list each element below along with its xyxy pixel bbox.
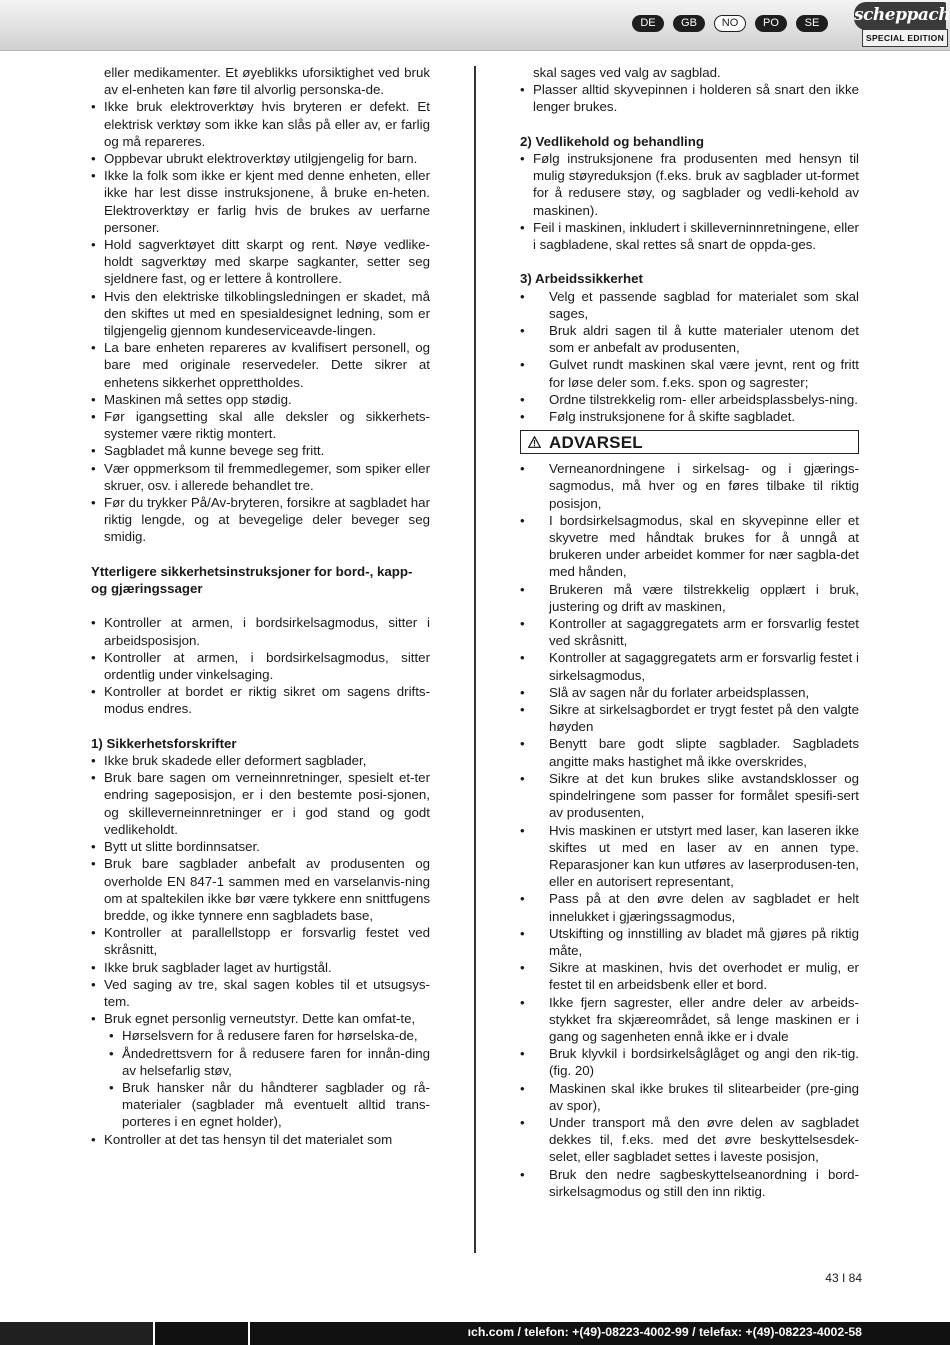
list-item: • Kontroller at sagaggregatets arm er forsvarlig festet i sirkelsagmodus, [520, 649, 859, 683]
list-item: • Bruk bare sagen om verneinnretninger, spesielt et-ter endring sageposisjon, er i den bestemte posi-sjonen, og skilleverneinnretninger er i god stand og godt vedlikeholdt. [91, 769, 430, 838]
list-item: • Sikre at maskinen, hvis det overhodet er mulig, er festet til en arbeidsbenk eller et bord. [520, 959, 859, 993]
header-bar [0, 0, 950, 51]
work-safety-list [520, 288, 859, 426]
list-item: • Vær oppmerksom til fremmedlegemer, som spiker eller skruer, osv. i allerede behandlet tre. [91, 460, 430, 494]
list-item: • Slå av sagen når du forlater arbeidsplassen, [520, 684, 859, 701]
warning-label: ADVARSEL [549, 432, 643, 452]
brand-logo [854, 2, 950, 46]
list-item: • Kontroller at sagaggregatets arm er forsvarlig festet ved skråsnitt, [520, 615, 859, 649]
list-item: • Ikke bruk elektroverktøy hvis bryteren er defekt. Et elektrisk verktøy som ikke kan slås på eller av, er farlig og må repareres. [91, 98, 430, 150]
lang-no[interactable]: NO [714, 15, 746, 32]
list-item: • La bare enheten repareres av kvalifisert personell, og bare med originale reservedeler. Dette sikrer at enhetens sikkerhet opprettholdes. [91, 339, 430, 391]
list-item: • Ikke fjern sagrester, eller andre deler av arbeids-stykket fra skjæreområdet, så lenge maskinen er i gang og sagenheten ennå ikke er i dvale [520, 994, 859, 1046]
footer-bar [0, 1322, 950, 1345]
list-item: • Hvis maskinen er utstyrt med laser, kan laseren ikke skiftes ut med en laser av en annen type. Reparasjoner kan kun utføres av laserprodusen-ten, eller en autorisert representant, [520, 822, 859, 891]
list-item: • Brukeren må være tilstrekkelig opplært i bruk, justering og drift av maskinen, [520, 581, 859, 615]
warning-icon [528, 436, 541, 448]
list-item: • Ikke bruk sagblader laget av hurtigstål. [91, 959, 430, 976]
additional-safety-list [91, 614, 430, 717]
list-item: • Bytt ut slitte bordinnsatser. [91, 838, 430, 855]
list-item: skal sages ved valg av sagblad. [533, 65, 721, 80]
list-item: • Bruk egnet personlig verneutstyr. Dette kan omfat-te, [91, 1010, 430, 1027]
list-item: • Bruk aldri sagen til å kutte materialer utenom det som er anbefalt av produsenten, [520, 322, 859, 356]
lang-po[interactable]: PO [755, 15, 787, 32]
list-item: • Følg instruksjonene fra produsenten med hensyn til mulig støyreduksjon (f.eks. bruk av sagblader ut-formet for å redusere støy, og sagblader og vedli-kehold av maskinen). [520, 150, 859, 219]
list-item: • Før du trykker På/Av-bryteren, forsikre at sagbladet har riktig lengde, og at bevegelige deler beveger seg smidig. [91, 494, 430, 546]
list-item: • Kontroller at armen, i bordsirkelsagmodus, sitter ordentlig under vinkelsaging. [91, 649, 430, 683]
footer-block-2 [155, 1322, 250, 1345]
list-item: • Pass på at den øvre delen av sagbladet er helt innelukket i gjæringssagmodus, [520, 890, 859, 924]
list-item: • Følg instruksjonene for å skifte sagbladet. [520, 408, 859, 425]
heading-maintenance: 2) Vedlikehold og behandling [520, 133, 704, 149]
list-item: • Sikre at sirkelsagbordet er trygt festet på den valgte høyden [520, 701, 859, 735]
column-divider [474, 66, 476, 1253]
list-item: • Kontroller at det tas hensyn til det materialet som [91, 1131, 430, 1148]
heading-work-safety: 3) Arbeidssikkerhet [520, 271, 643, 287]
list-item: • Under transport må den øvre delen av sagbladet dekkes til, f.eks. med det øvre beskyttelsesdek-selet, eller sagbladet settes i laveste posisjon, [520, 1114, 859, 1166]
list-item: • Maskinen skal ikke brukes til slitearbeider (pre-ging av spor), [520, 1080, 859, 1114]
continued-list [520, 64, 859, 116]
lang-gb[interactable]: GB [673, 15, 705, 32]
list-item: • Velg et passende sagblad for materialet som skal sages, [520, 288, 859, 322]
list-item: eller medikamenter. Et øyeblikks uforsiktighet ved bruk av el-enheten kan føre til alvorlig personska-de. [104, 65, 430, 98]
list-item: • Før igangsetting skal alle deksler og sikkerhets-systemer være riktig montert. [91, 408, 430, 442]
list-item: • Feil i maskinen, inkludert i skilleverninnretningene, eller i sagbladene, skal rettes så snart de oppda-ges. [520, 219, 859, 253]
heading-safety-rules: 1) Sikkerhetsforskrifter [91, 735, 237, 751]
maintenance-list [520, 150, 859, 253]
list-item: • Kontroller at armen, i bordsirkelsagmodus, sitter i arbeidsposisjon. [91, 614, 430, 648]
list-item: • Ikke la folk som ikke er kjent med denne enheten, eller ikke har lest disse instruksjonene, å bruke en-heten. Elektroverktøy er farlig hvis de brukes av uerfarne personer. [91, 167, 430, 236]
list-item: • Gulvet rundt maskinen skal være jevnt, rent og fritt for løse deler som. f.eks. spon og sagrester; [520, 356, 859, 390]
warning-list [520, 460, 859, 1200]
list-item: • Ved saging av tre, skal sagen kobles til et utsugsys-tem. [91, 976, 430, 1010]
brand-name: scheppach [854, 2, 946, 30]
list-item: • Hvis den elektriske tilkoblingsledningen er skadet, må den skiftes ut med en spesialdesignet ledning, som er tilgjengelig gjennom kundeserviceavde-lingen. [91, 288, 430, 340]
list-item: • Kontroller at bordet er riktig sikret om sagens drifts-modus endres. [91, 683, 430, 717]
sub-list-item: • Bruk hansker når du håndterer sagblader og rå-materialer (sagblader må eventuelt alltid trans-porteres i en egnet holder), [91, 1079, 430, 1131]
lang-se[interactable]: SE [796, 15, 828, 32]
list-item: • Benytt bare godt slipte sagblader. Sagbladets angitte maks hastighet må ikke overskrides, [520, 735, 859, 769]
list-item: • I bordsirkelsagmodus, skal en skyvepinne eller et skyvetre med håndtak brukes for å unngå at brukeren under arbeidet kommer for nær sagbla-det med hånden, [520, 512, 859, 581]
list-item: • Sikre at det kun brukes slike avstandsklosser og spindelringene som passer for formålet spesifi-sert av produsenten, [520, 770, 859, 822]
list-item: • Hold sagverktøyet ditt skarpt og rent. Nøye vedlike-holdt sagverktøy med skarpe sagkanter, setter seg sjeldnere fast, og er lettere å kontrollere. [91, 236, 430, 288]
list-item: • Bruk bare sagblader anbefalt av produsenten og overholde EN 847-1 sammen med en varselanvis-ning om at spaltekilen ikke bør være tykkere enn snittfugens bredde, og ikke tynnere enn sagbladets base, [91, 855, 430, 924]
list-item: • Verneanordningene i sirkelsag- og i gjærings-sagmodus, må hver og en føres tilbake til riktig posisjon, [520, 460, 859, 512]
warning-box [520, 430, 859, 454]
list-item: • Oppbevar ubrukt elektroverktøy utilgjengelig for barn. [91, 150, 430, 167]
list-item: • Ordne tilstrekkelig rom- eller arbeidsplassbelys-ning. [520, 391, 859, 408]
sub-list-item: • Hørselsvern for å redusere faren for hørselska-de, [91, 1027, 430, 1044]
safety-rules-list [91, 752, 430, 1148]
list-item: • Ikke bruk skadede eller deformert sagblader, [91, 752, 430, 769]
general-safety-list [91, 64, 430, 546]
left-column [91, 64, 430, 1148]
edition-label: SPECIAL EDITION [862, 29, 948, 47]
right-column [520, 64, 859, 1200]
list-item: • Kontroller at parallellstopp er forsvarlig festet ved skråsnitt, [91, 924, 430, 958]
heading-additional-safety: Ytterligere sikkerhetsinstruksjoner for bord-, kapp- og gjæringssager [91, 563, 413, 597]
list-item: • Bruk klyvkil i bordsirkelsåglåget og angi den rik-tig. (fig. 20) [520, 1045, 859, 1079]
list-item: • Sagbladet må kunne bevege seg fritt. [91, 442, 430, 459]
list-item: • Bruk den nedre sagbeskyttelseanordning i bord-sirkelsagmodus og still den inn riktig. [520, 1166, 859, 1200]
lang-de[interactable]: DE [632, 15, 664, 32]
list-item: • Utskifting og innstilling av bladet må gjøres på riktig måte, [520, 925, 859, 959]
footer-contact: ıch.com / telefon: +(49)-08223-4002-99 / telefax: +(49)-08223-4002-58 [467, 1325, 862, 1339]
sub-list-item: • Åndedrettsvern for å redusere faren for innån-ding av helsefarlig støv, [91, 1045, 430, 1079]
page-number: 43 I 84 [825, 1271, 862, 1285]
language-selector [632, 15, 828, 32]
list-item: • Plasser alltid skyvepinnen i holderen så snart den ikke lenger brukes. [520, 81, 859, 115]
list-item: • Maskinen må settes opp stødig. [91, 391, 430, 408]
footer-block-1 [0, 1322, 155, 1345]
